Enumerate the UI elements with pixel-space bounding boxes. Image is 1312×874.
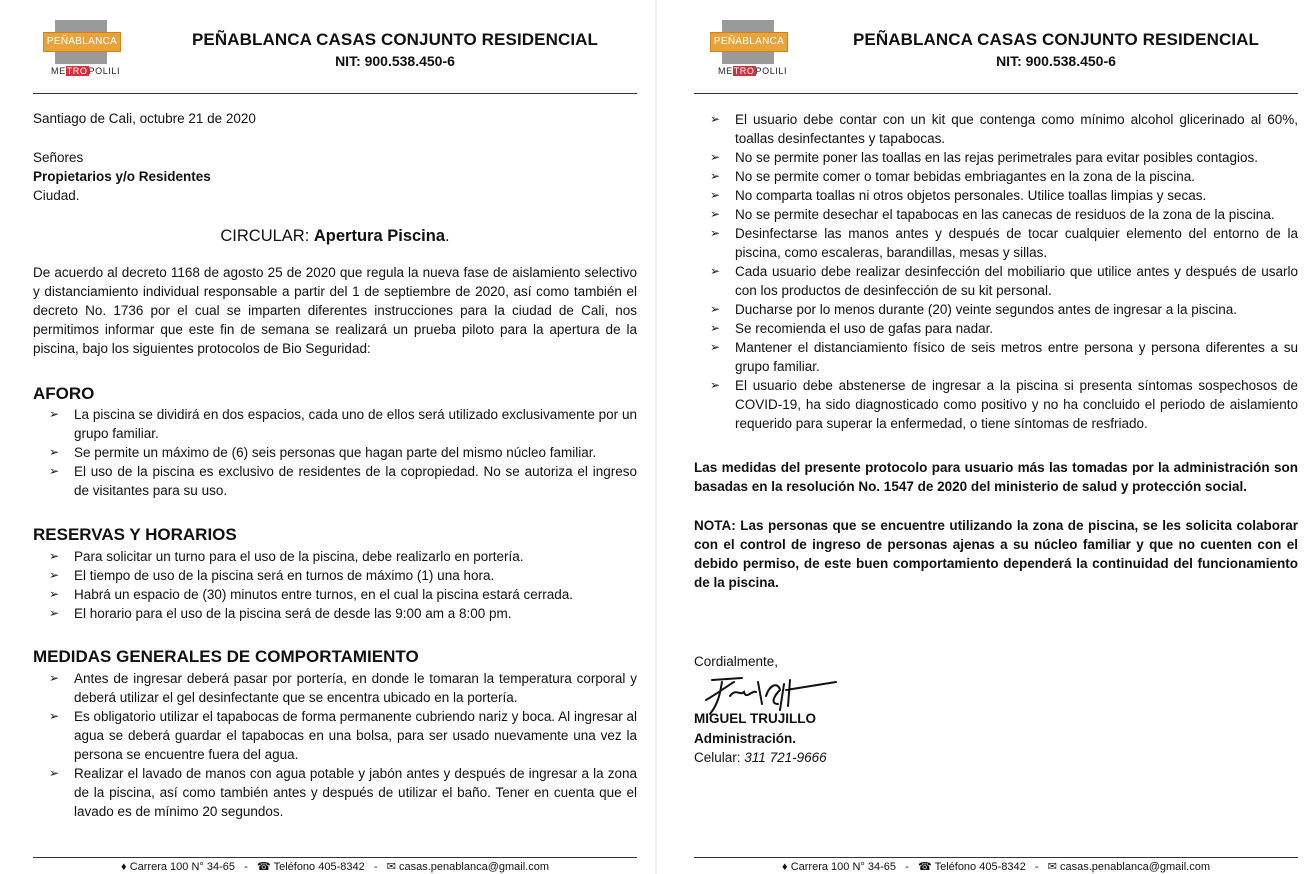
list-item (694, 300, 1298, 319)
list-item (33, 764, 637, 821)
list-item-text: Antes de ingresar deberá pasar por portería, en donde le tomaran la temperatura corporal y deberá utilizar el gel desinfectante que se encentra ubicado en la portería. (74, 671, 637, 705)
list-item-text: El usuario debe contar con un kit que contenga como mínimo alcohol glicerinado al 60%, toallas desinfectantes y tapabocas. (735, 112, 1298, 146)
list-item-text: No se permite desechar el tapabocas en las canecas de residuos de la zona de la piscina. (735, 207, 1275, 222)
letter-recipient: Propietarios y/o Residentes (33, 169, 211, 184)
bullet-arrow-icon: ➢ (710, 340, 721, 354)
document-title: PEÑABLANCA CASAS CONJUNTO RESIDENCIAL (191, 30, 599, 49)
footer-phone: Teléfono 405-8342 (934, 861, 1026, 873)
bullet-arrow-icon: ➢ (49, 407, 60, 421)
footer-email[interactable]: casas.penablanca@gmail.com (1060, 861, 1210, 873)
bullet-arrow-icon: ➢ (49, 766, 60, 780)
section-reservas-title: RESERVAS Y HORARIOS (33, 525, 237, 544)
bullet-arrow-icon: ➢ (710, 188, 721, 202)
page-2 (694, 0, 1298, 874)
list-item (33, 405, 637, 443)
medidas-list (33, 669, 637, 821)
medidas-continued-list (694, 110, 1298, 433)
mail-icon: ✉ (1047, 861, 1057, 873)
bullet-arrow-icon: ➢ (49, 445, 60, 459)
document-nit: NIT: 900.538.450-6 (996, 53, 1116, 69)
bullet-arrow-icon: ➢ (710, 150, 721, 164)
logo-subtitle: METROPOLILI (718, 66, 788, 76)
signer-name: MIGUEL TRUJILLO (694, 711, 817, 726)
list-item-text: Habrá un espacio de (30) minutos entre turnos, en el cual la piscina estará cerrada. (74, 587, 574, 602)
bullet-arrow-icon: ➢ (710, 226, 721, 240)
list-item (33, 669, 637, 707)
reservas-list (33, 547, 637, 623)
list-item (694, 319, 1298, 338)
letter-city: Ciudad. (33, 188, 80, 203)
list-item (694, 167, 1298, 186)
logo (41, 18, 121, 80)
phone-icon: ☎ (918, 861, 932, 873)
list-item (33, 462, 637, 500)
document-nit: NIT: 900.538.450-6 (335, 53, 455, 69)
list-item (694, 376, 1298, 433)
list-item-text: Cada usuario debe realizar desinfección del mobiliario que utilice antes y después de usarlo con los productos de desinfección de su kit personal. (735, 264, 1298, 298)
list-item (694, 148, 1298, 167)
list-item (33, 547, 637, 566)
list-item (694, 224, 1298, 262)
list-item-text: El usuario debe abstenerse de ingresar a la piscina si presenta síntomas sospechosos de COVID-19, ha sido diagnosticado como positivo y no ha concluido el periodo de aislamiento requerido para superar la enfermedad, o tiene síntomas de resfriado. (735, 378, 1298, 431)
footer-rule (694, 857, 1298, 858)
list-item-text: Es obligatorio utilizar el tapabocas de forma permanente cubriendo nariz y boca. Al ingresar al agua se deberá guardar el tapabocas en una bolsa, para ser usado nuevamente una vez la persona se encuentre fuera del agua. (74, 709, 637, 762)
bullet-arrow-icon: ➢ (710, 302, 721, 316)
list-item-text: El horario para el uso de la piscina será de desde las 9:00 am a 8:00 pm. (74, 606, 512, 621)
logo-band: PEÑABLANCA (710, 32, 788, 52)
bullet-arrow-icon: ➢ (710, 112, 721, 126)
letter-salutation: Señores (33, 150, 84, 165)
list-item-text: Se recomienda el uso de gafas para nadar. (735, 321, 994, 336)
protocol-basis: Las medidas del presente protocolo para usuario más las tomadas por la administración son basadas en la resolución No. 1547 de 2020 del ministerio de salud y protección social. (694, 460, 1298, 494)
footer-email[interactable]: casas.penablanca@gmail.com (399, 861, 549, 873)
footer: ♦ Carrera 100 N° 34-65 - ☎ Teléfono 405-8342 - ✉ casas.penablanca@gmail.com (121, 861, 549, 873)
bullet-arrow-icon: ➢ (49, 606, 60, 620)
header-rule (33, 93, 637, 94)
list-item-text: Realizar el lavado de manos con agua potable y jabón antes y después de ingresar a la zona de la piscina, así como también antes y después de utilizar el baño. Tener en cuenta que el lavado es de mínimo 20 segundos. (74, 766, 637, 819)
bullet-arrow-icon: ➢ (710, 378, 721, 392)
signer-role: Administración. (694, 731, 797, 746)
section-medidas-title: MEDIDAS GENERALES DE COMPORTAMIENTO (33, 647, 419, 666)
bullet-arrow-icon: ➢ (710, 264, 721, 278)
list-item-text: Desinfectarse las manos antes y después de tocar cualquier elemento del entorno de la piscina, como escaleras, barandillas, mesas y sillas. (735, 226, 1298, 260)
letter-date: Santiago de Cali, octubre 21 de 2020 (33, 111, 256, 126)
document-title: PEÑABLANCA CASAS CONJUNTO RESIDENCIAL (852, 30, 1260, 49)
phone-icon: ☎ (257, 861, 271, 873)
footer-address: Carrera 100 N° 34-65 (129, 861, 235, 873)
signer-phone: Celular: 311 721-9666 (694, 750, 827, 765)
list-item (694, 110, 1298, 148)
list-item-text: El tiempo de uso de la piscina será en turnos de máximo (1) una hora. (74, 568, 495, 583)
circular-heading: CIRCULAR: Apertura Piscina. (220, 227, 450, 245)
bullet-arrow-icon: ➢ (710, 321, 721, 335)
list-item (694, 338, 1298, 376)
list-item (694, 186, 1298, 205)
bullet-arrow-icon: ➢ (49, 709, 60, 723)
list-item (33, 604, 637, 623)
list-item (694, 205, 1298, 224)
list-item-text: No comparta toallas ni otros objetos personales. Utilice toallas limpias y secas. (735, 188, 1207, 203)
list-item-text: Mantener el distanciamiento físico de seis metros entre persona y persona diferentes a su grupo familiar. (735, 340, 1298, 374)
logo (708, 18, 788, 80)
nota-paragraph: NOTA: Las personas que se encuentre utilizando la zona de piscina, se les solicita colaborar con el control de ingreso de personas ajenas a su núcleo familiar y que no cuenten con el debido permiso, de este buen comportamiento dependerá la continuidad del funcionamiento de la piscina. (694, 518, 1298, 590)
list-item-text: No se permite comer o tomar bebidas embriagantes en la zona de la piscina. (735, 169, 1195, 184)
list-item-text: Para solicitar un turno para el uso de la piscina, debe realizarlo en portería. (74, 549, 524, 564)
bullet-arrow-icon: ➢ (710, 169, 721, 183)
section-aforo-title: AFORO (33, 384, 95, 403)
footer-phone: Teléfono 405-8342 (273, 861, 365, 873)
list-item (694, 262, 1298, 300)
list-item-text: No se permite poner las toallas en las rejas perimetrales para evitar posibles contagios. (735, 150, 1259, 165)
list-item (33, 707, 637, 764)
list-item-text: La piscina se dividirá en dos espacios, cada uno de ellos será utilizado exclusivamente por un grupo familiar. (74, 407, 637, 441)
bullet-arrow-icon: ➢ (49, 587, 60, 601)
location-icon: ♦ (121, 861, 127, 873)
bullet-arrow-icon: ➢ (49, 568, 60, 582)
mail-icon: ✉ (386, 861, 396, 873)
footer-address: Carrera 100 N° 34-65 (790, 861, 896, 873)
logo-subtitle: METROPOLILI (51, 66, 121, 76)
intro-paragraph: De acuerdo al decreto 1168 de agosto 25 de 2020 que regula la nueva fase de aislamiento selectivo y distanciamiento individual responsable a partir del 1 de septiembre de 2020, así como también el decreto No. 1736 por el cual se imparten diferentes instrucciones para la ciudad de Cali, nos permitimos informar que este fin de semana se realizará un prueba piloto para la apertura de la piscina, bajo los siguientes protocolos de Bio Seguridad: (33, 265, 637, 356)
closing: Cordialmente, (694, 654, 779, 669)
list-item-text: El uso de la piscina es exclusivo de residentes de la copropiedad. No se autoriza el ingreso de visitantes para su uso. (74, 464, 637, 498)
footer: ♦ Carrera 100 N° 34-65 - ☎ Teléfono 405-8342 - ✉ casas.penablanca@gmail.com (782, 861, 1210, 873)
list-item (33, 443, 637, 462)
list-item-text: Se permite un máximo de (6) seis personas que hagan parte del mismo núcleo familiar. (74, 445, 597, 460)
logo-band: PEÑABLANCA (43, 32, 121, 52)
bullet-arrow-icon: ➢ (49, 549, 60, 563)
aforo-list (33, 405, 637, 500)
list-item (33, 585, 637, 604)
page-1 (33, 0, 657, 874)
list-item (33, 566, 637, 585)
location-icon: ♦ (782, 861, 788, 873)
bullet-arrow-icon: ➢ (49, 671, 60, 685)
footer-rule (33, 857, 637, 858)
header-rule (694, 93, 1298, 94)
bullet-arrow-icon: ➢ (49, 464, 60, 478)
list-item-text: Ducharse por lo menos durante (20) veinte segundos antes de ingresar a la piscina. (735, 302, 1238, 317)
bullet-arrow-icon: ➢ (710, 207, 721, 221)
